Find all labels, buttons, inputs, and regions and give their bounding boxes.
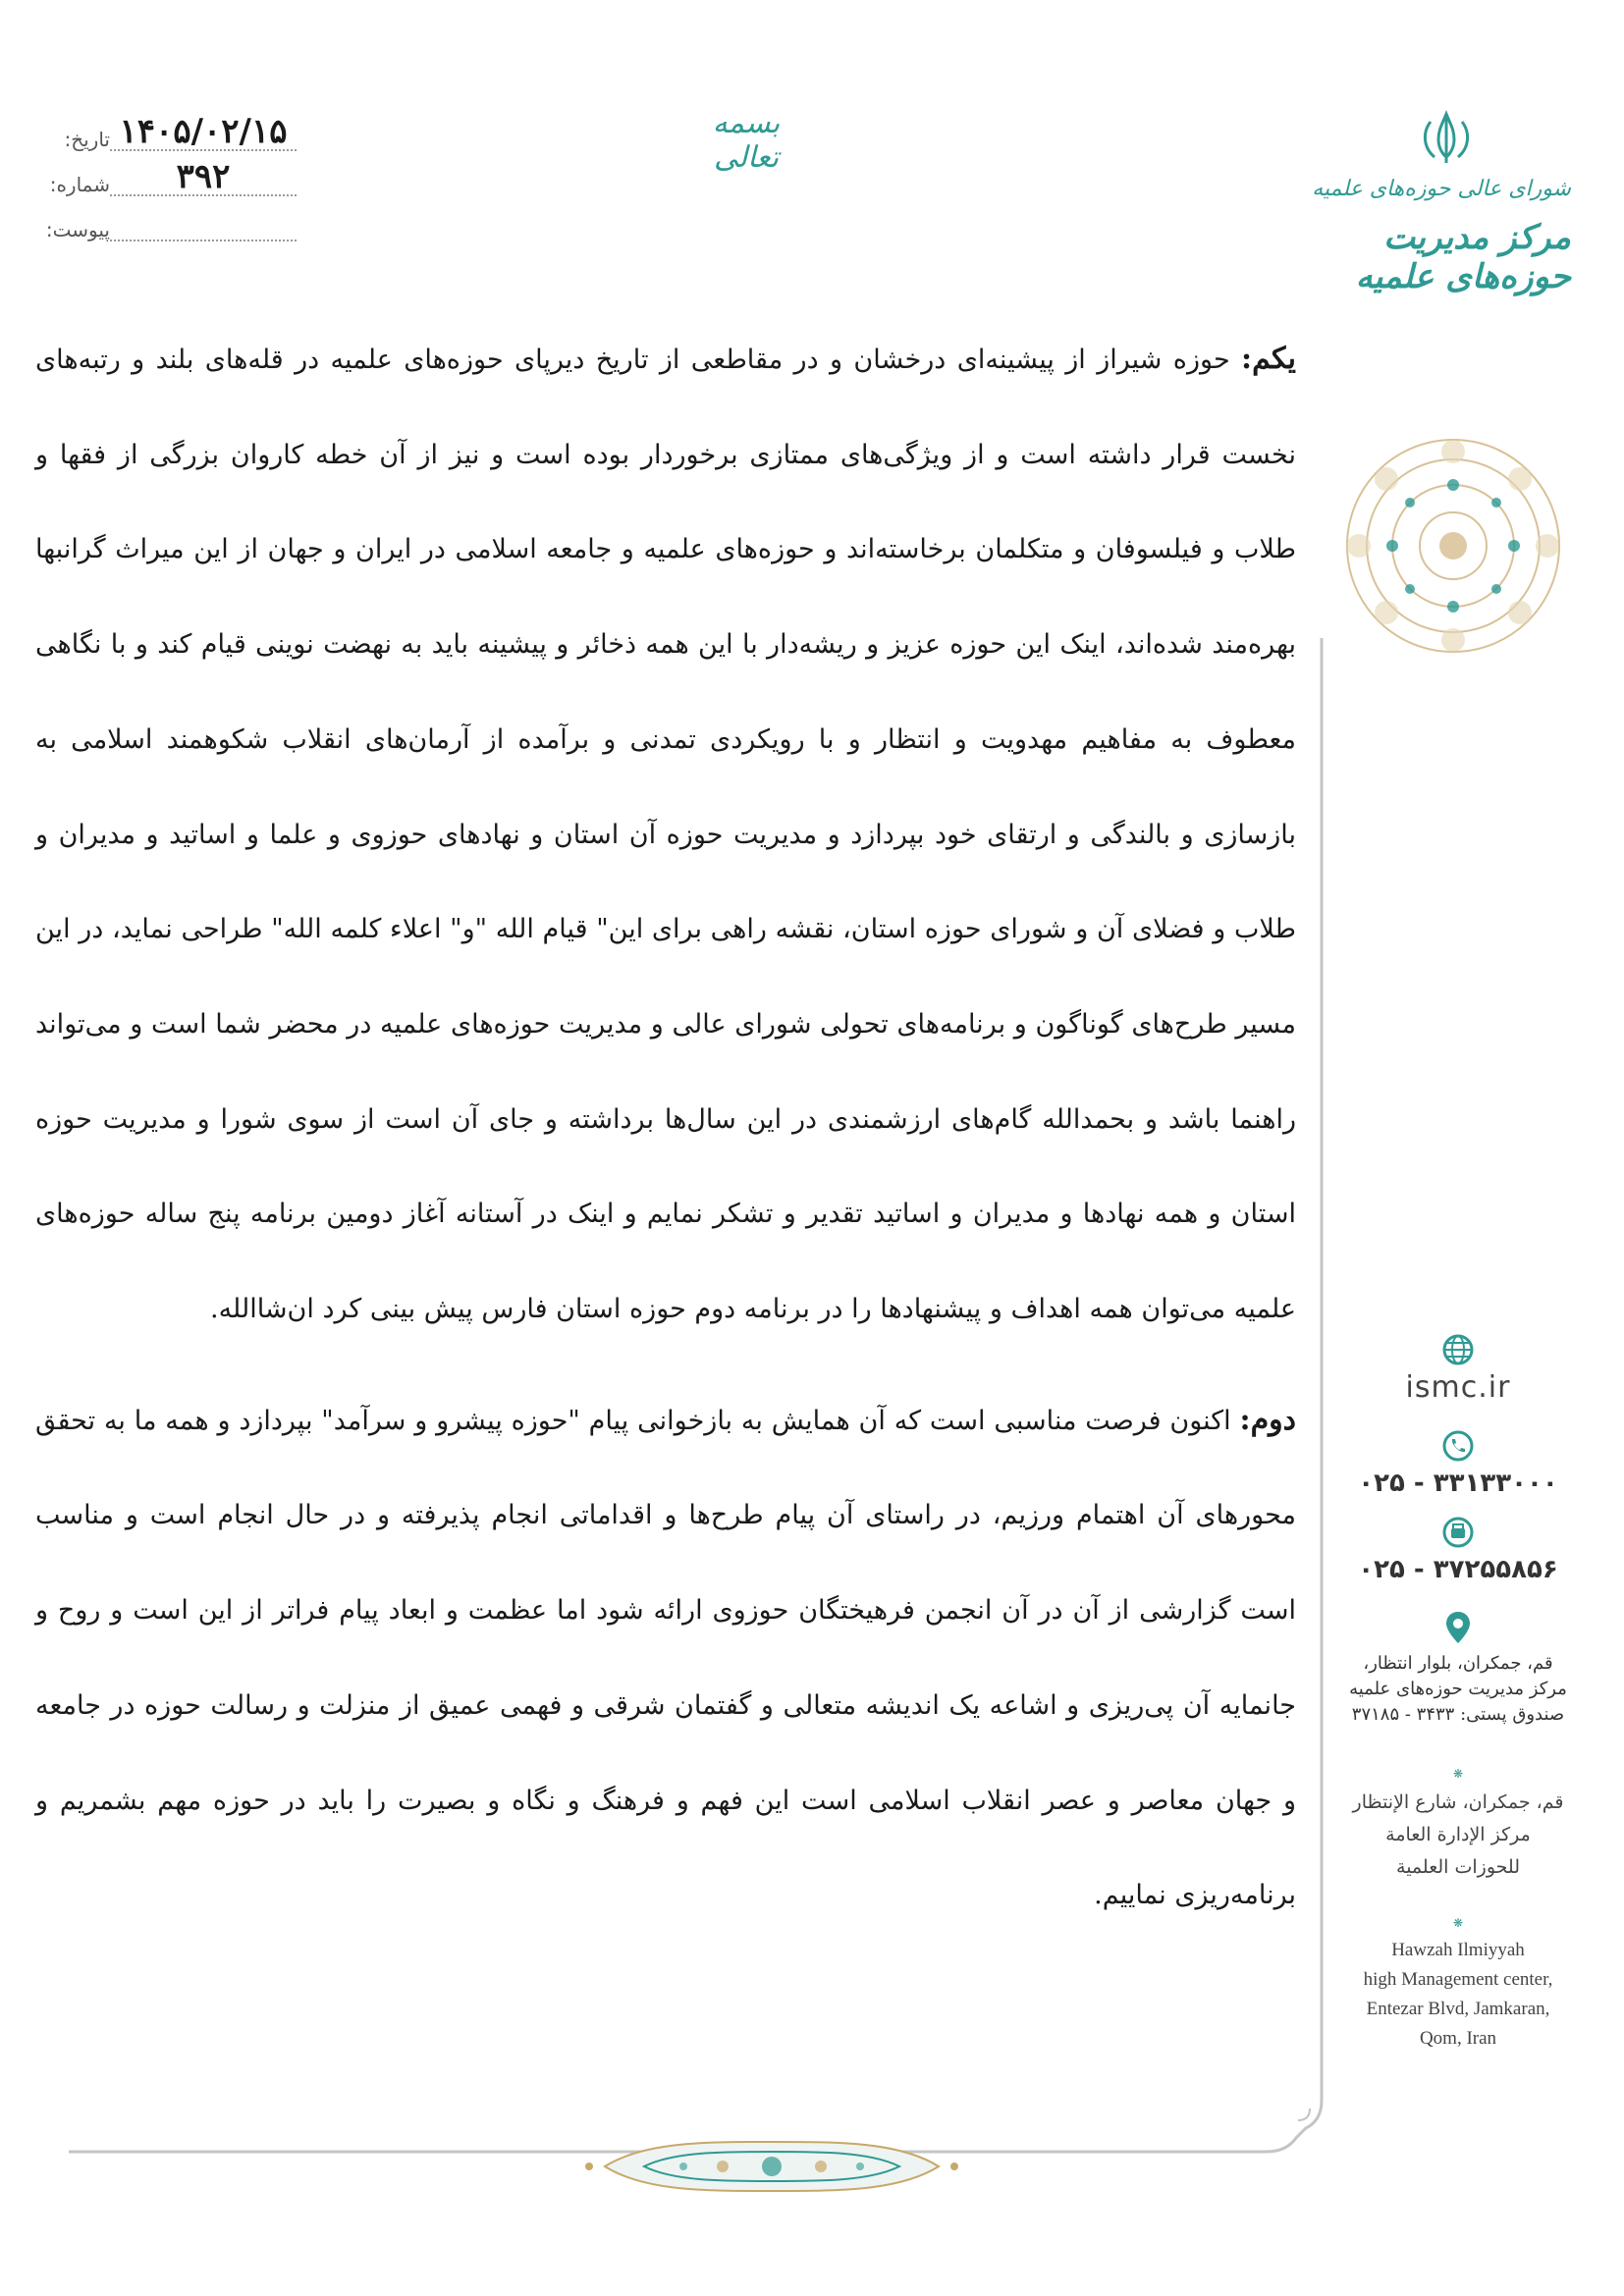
org-center-name: مرکز مدیریت حوزه‌های علمیه bbox=[1355, 218, 1571, 296]
address-fa bbox=[1316, 1651, 1600, 1728]
fax-number: ۰۲۵ - ۳۷۲۵۵۸۵۶ bbox=[1358, 1555, 1558, 1584]
address-ar-line: قم، جمکران، شارع الإنتظار bbox=[1352, 1791, 1564, 1813]
address-fa-line: صندوق پستی: ۳۴۳۳ - ۳۷۱۸۵ bbox=[1351, 1704, 1565, 1725]
attachment-row bbox=[31, 196, 297, 241]
address-ar bbox=[1316, 1787, 1600, 1884]
globe-icon bbox=[1441, 1333, 1475, 1366]
paragraph-one-lead: یکم: bbox=[1241, 342, 1296, 376]
paragraph-one-text: حوزه شیراز از پیشینه‌ای درخشان و در مقاطعی از تاریخ دیرپای حوزه‌های علمیه در قله‌های بلند و رتبه‌های نخست قرار داشته است و از ویژگی‌های ممتازی برخوردار بوده است و نیز از آن خطه کاروان بزرگی از فقها و طلاب و فیلسوفان و متکلمان برخاسته‌اند و حوزه‌های علمیه و جامعه اسلامی در ایران و جهان از این میراث گرانبها بهره‌مند شده‌اند، اینک این حوزه عزیز و ریشه‌دار با این همه ذخائر و پیشینه باید به نهضت نوینی قیام کند و با نگاهی معطوف به مفاهیم مهدویت و انتظار و با رویکردی تمدنی و برآمده از آرمان‌های انقلاب شکوهمند اسلامی به بازسازی و بالندگی و ارتقای خود بپردازد و مدیریت حوزه آن استان و نهادهای حوزوی و علما و اساتید و مدیران و طلاب و فضلای آن و شورای حوزه استان، نقشه راهی برای این" قیام الله "و" اعلاء کلمه الله" طراحی نماید، در این مسیر طرح‌های گوناگون و برنامه‌های تحولی شورای عالی و مدیریت حوزه‌های علمیه در محضر شما است و می‌تواند راهنما باشد و بحمدالله گام‌های ارزشمندی در این سال‌ها برداشته و جای آن است از سوی شورا و مدیریت حوزه استان و همه نهادها و مدیران و اساتید تقدیر و تشکر نمایم و اینک در آستانه آغاز دومین برنامه پنج ساله حوزه‌های علمیه می‌توان همه اهداف و پیشنهادها را در برنامه دوم حوزه استان فارس پیش بینی کرد ان‌شاالله. bbox=[35, 345, 1296, 1325]
phone-number: ۰۲۵ - ۳۳۱۳۳۰۰۰ bbox=[1358, 1468, 1558, 1498]
footer-ornament-icon bbox=[585, 2138, 958, 2195]
rosette-ornament-icon bbox=[1337, 430, 1569, 662]
contact-address-fa bbox=[1316, 1610, 1600, 1728]
address-fa-line: قم، جمکران، بلوار انتظار، bbox=[1363, 1653, 1553, 1674]
number-value: ۳۹۲ bbox=[110, 159, 297, 196]
contact-phone bbox=[1316, 1429, 1600, 1498]
address-fa-line: مرکز مدیریت حوزه‌های علمیه bbox=[1349, 1679, 1567, 1699]
number-label: شماره: bbox=[49, 173, 110, 196]
paragraph-two-lead: دوم: bbox=[1239, 1402, 1296, 1437]
date-value: ۱۴۰۵/۰۲/۱۵ bbox=[110, 114, 297, 151]
paragraph-two-text: اکنون فرصت مناسبی است که آن همایش به بازخوانی پیام "حوزه پیشرو و سرآمد" بپردازد و همه ما به تحقق محورهای آن اهتمام ورزیم، در راستای آن پیام طرح‌ها و اقداماتی انجام پذیرفته و در حال انجام است و مناسب است گزارشی از آن در آن انجمن فرهیختگان حوزوی ارائه شود اما عظمت و ابعاد پیام فراتر از این است و روح و جانمایه آن پی‌ریزی و اشاعه یک اندیشه متعالی و گفتمان شرقی و فهمی عمیق از منزلت و رسالت حوزه در جامعه و جهان معاصر و عصر انقلاب اسلامی است این فهم و فرهنگ و نگاه و بصیرت را باید در حوزه مهم بشمریم و برنامه‌ریزی نماییم. bbox=[35, 1405, 1296, 1911]
fax-icon bbox=[1441, 1516, 1475, 1549]
contact-website bbox=[1316, 1333, 1600, 1405]
paragraph-two bbox=[35, 1373, 1296, 1944]
contact-fax bbox=[1316, 1516, 1600, 1584]
address-ar-line: للحوزات العلمية bbox=[1396, 1856, 1520, 1878]
letter-meta bbox=[31, 106, 297, 241]
location-pin-icon bbox=[1443, 1610, 1473, 1645]
address-en-line: Entezar Blvd, Jamkaran, bbox=[1366, 1999, 1550, 2019]
address-en bbox=[1316, 1936, 1600, 2054]
phone-icon bbox=[1441, 1429, 1475, 1463]
separator-star-icon: ❋ bbox=[1452, 1767, 1464, 1781]
address-en-line: Hawzah Ilmiyyah bbox=[1391, 1940, 1525, 1960]
letter-body bbox=[35, 312, 1296, 1944]
date-label: تاریخ: bbox=[64, 128, 110, 151]
paragraph-one bbox=[35, 312, 1296, 1358]
date-row bbox=[31, 106, 297, 151]
attachment-value bbox=[110, 204, 297, 241]
address-ar-line: مرکز الإدارة العامة bbox=[1385, 1824, 1531, 1845]
org-council-name: شورای عالی حوزه‌های علمیه bbox=[1312, 177, 1571, 201]
attachment-label: پیوست: bbox=[45, 218, 110, 241]
website-link[interactable]: ismc.ir bbox=[1405, 1370, 1511, 1405]
contact-address-ar bbox=[1316, 1767, 1600, 1884]
emblem-icon bbox=[1417, 108, 1476, 167]
number-row bbox=[31, 151, 297, 196]
separator-star-icon: ❋ bbox=[1452, 1916, 1464, 1930]
address-en-line: Qom, Iran bbox=[1419, 2028, 1497, 2049]
bismillah-calligraphy: بسمه تعالی bbox=[712, 106, 781, 175]
contact-address-en bbox=[1316, 1916, 1600, 2054]
address-en-line: high Management center, bbox=[1363, 1969, 1553, 1990]
